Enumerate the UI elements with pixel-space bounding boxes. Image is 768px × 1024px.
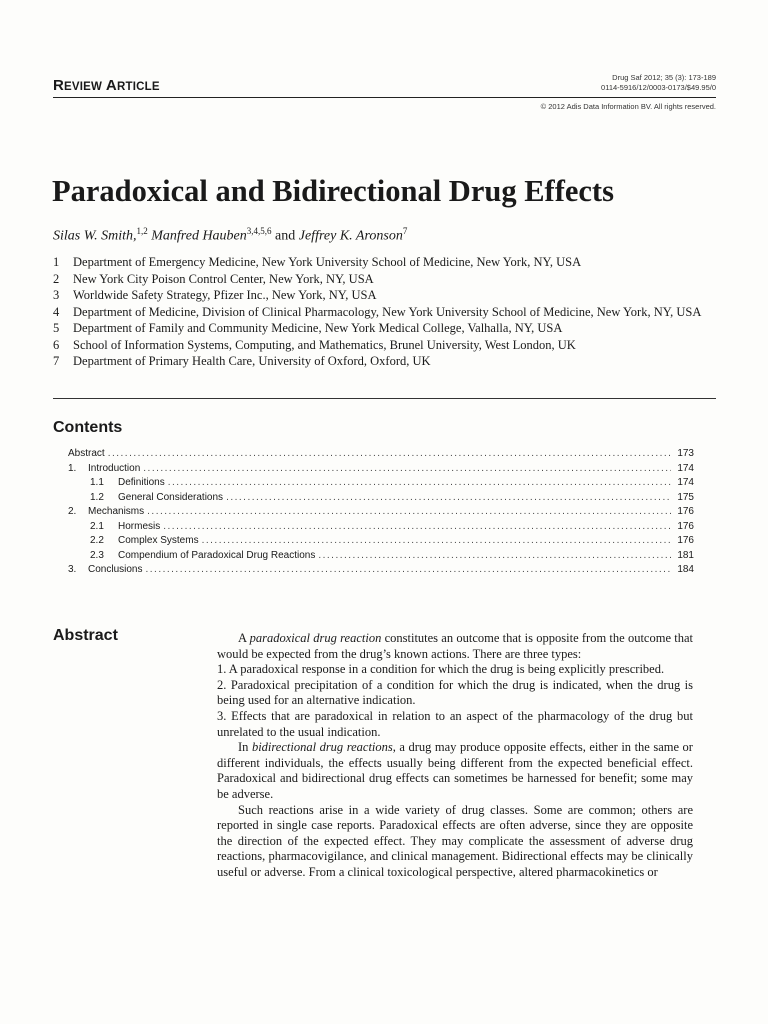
affiliation-number: 7 (53, 354, 60, 368)
table-of-contents (68, 447, 694, 578)
abstract-body (217, 631, 693, 881)
toc-page: 173 (677, 448, 694, 459)
toc-number: 1.1 (90, 477, 104, 488)
affiliation-number: 1 (53, 255, 60, 269)
author-smith-affil: 1,2 (136, 226, 148, 236)
toc-label: Introduction (88, 462, 141, 474)
affiliation-list (53, 254, 723, 370)
article-title: Paradoxical and Bidirectional Drug Effects (52, 174, 614, 208)
affiliation-text: New York City Poison Control Center, New York, NY, USA (73, 271, 374, 286)
affiliation-item (53, 271, 723, 288)
author-aronson-affil: 7 (402, 226, 408, 236)
toc-page: 176 (677, 535, 694, 546)
toc-label: Compendium of Paradoxical Drug Reactions (118, 549, 316, 561)
toc-label: Definitions (118, 477, 165, 488)
toc-leader (202, 534, 671, 549)
affiliation-number: 4 (53, 304, 60, 319)
abstract-heading: Abstract (53, 627, 118, 644)
affiliation-item (53, 353, 723, 370)
journal-citation-block (601, 73, 716, 93)
toc-leader (143, 462, 671, 477)
abstract-term: bidirectional drug reactions (251, 740, 393, 755)
toc-leader (168, 476, 671, 491)
toc-page: 184 (677, 564, 694, 575)
toc-entry-mechanisms[interactable] (68, 505, 694, 520)
toc-number: 1. (68, 462, 77, 474)
toc-label: General Considerations (118, 491, 224, 503)
affiliation-text: Department of Primary Health Care, University of Oxford, Oxford, UK (73, 354, 431, 368)
toc-number: 2.3 (90, 549, 104, 561)
toc-page: 175 (677, 491, 694, 503)
author-hauben: Manfred Hauben (147, 228, 247, 244)
toc-leader (147, 505, 671, 520)
abstract-paragraph (217, 631, 693, 662)
toc-entry-introduction[interactable] (68, 462, 694, 477)
section-divider (53, 398, 716, 399)
toc-leader (163, 520, 671, 535)
toc-page: 174 (677, 462, 694, 474)
toc-page: 176 (677, 506, 694, 517)
affiliation-item (53, 304, 723, 321)
affiliation-item (53, 254, 723, 271)
affiliation-item (53, 287, 723, 304)
abstract-list-item: 1. A paradoxical response in a condition for which the drug is being explicitly prescribed. (217, 662, 665, 677)
author-list (53, 226, 407, 245)
toc-number: 3. (68, 564, 77, 575)
affiliation-text: Department of Emergency Medicine, New York University School of Medicine, New York, NY, USA (73, 255, 582, 269)
toc-entry-complex-systems[interactable] (68, 534, 694, 549)
abstract-list-item: 2. Paradoxical precipitation of a condition for which the drug is indicated, when the drug is being used for an alternative indication. (217, 677, 693, 708)
toc-number: 2.1 (90, 520, 104, 532)
abstract-term: paradoxical drug reaction (249, 631, 382, 645)
abstract-text: In (238, 740, 252, 755)
toc-leader (226, 491, 671, 506)
toc-leader (318, 549, 671, 564)
copyright-notice: © 2012 Adis Data Information BV. All rights reserved. (540, 102, 716, 111)
affiliation-number: 3 (53, 288, 60, 302)
toc-page: 176 (677, 520, 694, 532)
toc-label: Complex Systems (118, 535, 199, 546)
toc-label: Hormesis (118, 520, 161, 532)
toc-entry-hormesis[interactable] (68, 520, 694, 535)
toc-entry-conclusions[interactable] (68, 563, 694, 578)
affiliation-number: 6 (53, 337, 60, 352)
affiliation-text: Department of Family and Community Medicine, New York Medical College, Valhalla, NY, USA (73, 321, 563, 335)
toc-number: 2. (68, 506, 77, 517)
toc-entry-definitions[interactable] (68, 476, 694, 491)
label-cap-r: R (53, 77, 65, 94)
toc-number: 2.2 (90, 535, 104, 546)
toc-leader (108, 447, 671, 462)
author-smith: Silas W. Smith, (53, 228, 137, 244)
abstract-paragraph: Such reactions arise in a wide variety of drug classes. Some are common; others are reported in single case reports. Paradoxical effects are often adverse, since they are opposite the direction of the expected effect. They may complicate the assessment of adverse drug reactions, pharmacovigilance, and clinical management. Bidirectional effects may be clinically useful or adverse. From a clinical toxicological perspective, altered pharmacokinetics or (217, 802, 693, 879)
toc-number: 1.2 (90, 491, 104, 503)
label-rest-review: EVIEW (64, 81, 103, 93)
affiliation-item (53, 337, 723, 354)
abstract-text: constitutes an outcome that is opposite from the outcome that would be expected from the drug’s known actions. There are three types: (217, 631, 693, 661)
citation: Drug Saf 2012; 35 (3): 173-189 (612, 73, 716, 82)
author-conjunction: and (271, 228, 299, 244)
affiliation-text: Worldwide Safety Strategy, Pfizer Inc., New York, NY, USA (73, 288, 377, 302)
contents-heading: Contents (53, 419, 123, 436)
affiliation-text: Department of Medicine, Division of Clinical Pharmacology, New York University School of Medicine, New York, NY, USA (73, 304, 702, 319)
toc-entry-abstract[interactable] (68, 447, 694, 462)
abstract-paragraph (217, 740, 693, 802)
toc-leader (145, 563, 671, 578)
article-type-label (53, 77, 160, 94)
toc-entry-compendium[interactable] (68, 549, 694, 564)
affiliation-number: 5 (53, 321, 60, 335)
author-hauben-affil: 3,4,5,6 (246, 226, 272, 236)
toc-label: Mechanisms (88, 506, 145, 517)
affiliation-number: 2 (53, 271, 60, 286)
toc-label: Abstract (68, 448, 105, 459)
abstract-text: , a drug may produce opposite effects, either in the same or different individuals, the effects usually being different from the expected beneficial effect. Paradoxical and bidirectional drug effects can sometimes be harnessed for benefit; some may be adverse. (217, 740, 693, 801)
affiliation-text: School of Information Systems, Computing, and Mathematics, Brunel University, West London, UK (73, 337, 576, 352)
affiliation-item (53, 320, 723, 337)
toc-page: 181 (677, 549, 694, 561)
label-cap-a: A (105, 77, 117, 94)
toc-page: 174 (677, 477, 694, 488)
toc-entry-general-considerations[interactable] (68, 491, 694, 506)
toc-label: Conclusions (88, 564, 143, 575)
header-divider (53, 97, 716, 98)
issn: 0114-5916/12/0003-0173/$49.95/0 (601, 83, 716, 92)
abstract-text: A (238, 631, 250, 645)
label-rest-article: RTICLE (116, 81, 160, 93)
abstract-list-item: 3. Effects that are paradoxical in relation to an aspect of the pharmacology of the drug but unrelated to the usual indication. (217, 708, 693, 739)
author-aronson: Jeffrey K. Aronson (298, 228, 403, 244)
